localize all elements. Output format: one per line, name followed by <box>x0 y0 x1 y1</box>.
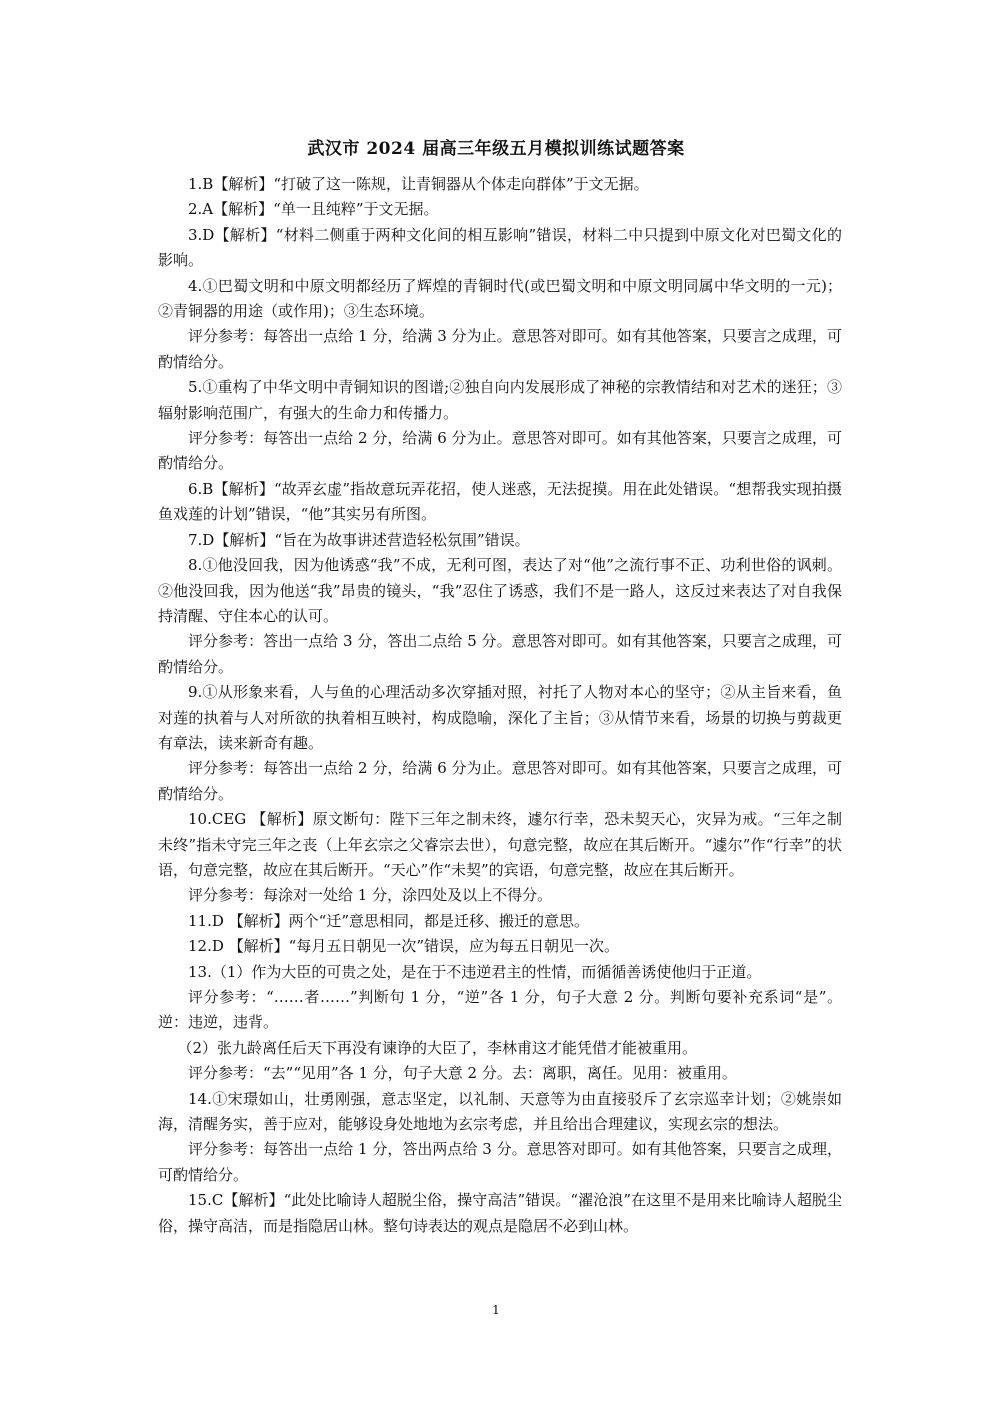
answer-paragraph: 3.D【解析】“材料二侧重于两种文化间的相互影响”错误，材料二中只提到中原文化对巴蜀文化的影响。 <box>158 225 842 270</box>
answer-paragraph: 15.C【解析】“此处比喻诗人超脱尘俗，操守高洁”错误。“濯沧浪”在这里不是用来比喻诗人超脱尘俗，操守高洁，而是指隐居山林。整句诗表达的观点是隐居不必到山林。 <box>158 1191 842 1235</box>
scoring-note: 评分参考：每涂对一处给 1 分，涂四处及以上不得分。 <box>188 886 553 905</box>
answer-paragraph: 10.CEG 【解析】原文断句：陛下三年之制未终，遽尔行幸，恐未契天心，灾异为戒。“三年之制未终”指未守完三年之丧（上年玄宗之父睿宗去世），句意完整，故应在其后断开。“遽尔”作“行幸”的状语，句意完整，故应在其后断开。“天心”作“未契”的宾语，句意完整，故应在其后断开。 <box>158 810 842 879</box>
scoring-note: 评分参考：每答出一点给 2 分，给满 6 分为止。意思答对即可。如有其他答案，只要言之成理，可酌情给分。 <box>158 429 842 473</box>
answer-content <box>158 172 842 1239</box>
answer-paragraph: 5.①重构了中华文明中青铜知识的图谱;②独自向内发展形成了神秘的宗教情结和对艺术的迷狂；③辐射影响范围广，有强大的生命力和传播力。 <box>158 378 842 422</box>
scoring-note: 评分参考：“去”“见用”各 1 分，句子大意 2 分。去：离职，离任。见用：被重用。 <box>188 1064 737 1083</box>
answer-paragraph: 6.B【解析】“故弄玄虚”指故意玩弄花招，使人迷惑，无法捉摸。用在此处错误。“想帮我实现拍摄鱼戏莲的计划”错误，“他”其实另有所图。 <box>158 479 842 524</box>
scoring-note: 评分参考：答出一点给 3 分，答出二点给 5 分。意思答对即可。如有其他答案，只要言之成理，可酌情给分。 <box>158 632 842 676</box>
answer-paragraph: 14.①宋璟如山，壮勇刚强，意志坚定，以礼制、天意等为由直接驳斥了玄宗巡幸计划；②姚崇如海，清醒务实，善于应对，能够设身处地地为玄宗考虑，并且给出合理建议，实现玄宗的想法。 <box>158 1089 842 1134</box>
answer-paragraph: 4.①巴蜀文明和中原文明都经历了辉煌的青铜时代(或巴蜀文明和中原文明同属中华文明的一元)；②青铜器的用途（或作用)；③生态环境。 <box>158 276 842 321</box>
page-title: 武汉市 2024 届高三年级五月模拟训练试题答案 <box>307 139 685 159</box>
answer-paragraph: 1.B【解析】“打破了这一陈规，让青铜器从个体走向群体”于文无据。 <box>188 175 649 193</box>
answer-paragraph: 9.①从形象来看，人与鱼的心理活动多次穿插对照，衬托了人物对本心的坚守；②从主旨来看，鱼对莲的执着与人对所欲的执着相互映衬，构成隐喻，深化了主旨；③从情节来看，场景的切换与剪裁更有章法，读来新奇有趣。 <box>158 683 842 752</box>
scoring-note: 评分参考：每答出一点给 1 分，答出两点给 3 分。意思答对即可。如有其他答案，只要言之成理，可酌情给分。 <box>158 1140 842 1184</box>
answer-paragraph: （2）张九龄离任后天下再没有谏诤的大臣了，李林甫这才能凭借才能被重用。 <box>177 1038 698 1057</box>
scoring-note: 评分参考：每答出一点给 2 分，给满 6 分为止。意思答对即可。如有其他答案，只要言之成理，可酌情给分。 <box>158 759 842 803</box>
answer-paragraph: 8.①他没回我，因为他诱惑“我”不成，无利可图，表达了对“他”之流行事不正、功利世俗的讽刺。②他没回我，因为他送“我”昂贵的镜头，“我”忍住了诱惑，我们不是一路人，这反过来表达了对自我保持清醒、守住本心的认可。 <box>158 556 842 625</box>
answer-paragraph: 2.A【解析】“单一且纯粹”于文无据。 <box>188 200 439 219</box>
answer-paragraph: 7.D【解析】“旨在为故事讲述营造轻松氛围”错误。 <box>188 530 530 549</box>
answer-paragraph: 11.D 【解析】两个“迁”意思相同，都是迁移、搬迁的意思。 <box>188 911 589 930</box>
answer-paragraph: 12.D 【解析】“每月五日朝见一次”错误，应为每五日朝见一次。 <box>188 937 619 956</box>
scoring-note: 评分参考：每答出一点给 1 分，给满 3 分为止。意思答对即可。如有其他答案，只要言之成理，可酌情给分。 <box>158 327 842 371</box>
scoring-note: 评分参考：“……者……”判断句 1 分，“逆”各 1 分，句子大意 2 分。判断句要补充系词“是”。逆：违逆，违背。 <box>158 988 842 1032</box>
answer-paragraph: 13.（1）作为大臣的可贵之处，是在于不违逆君主的性情，而循循善诱使他归于正道。 <box>188 962 762 981</box>
page-number: 1 <box>492 1303 500 1317</box>
